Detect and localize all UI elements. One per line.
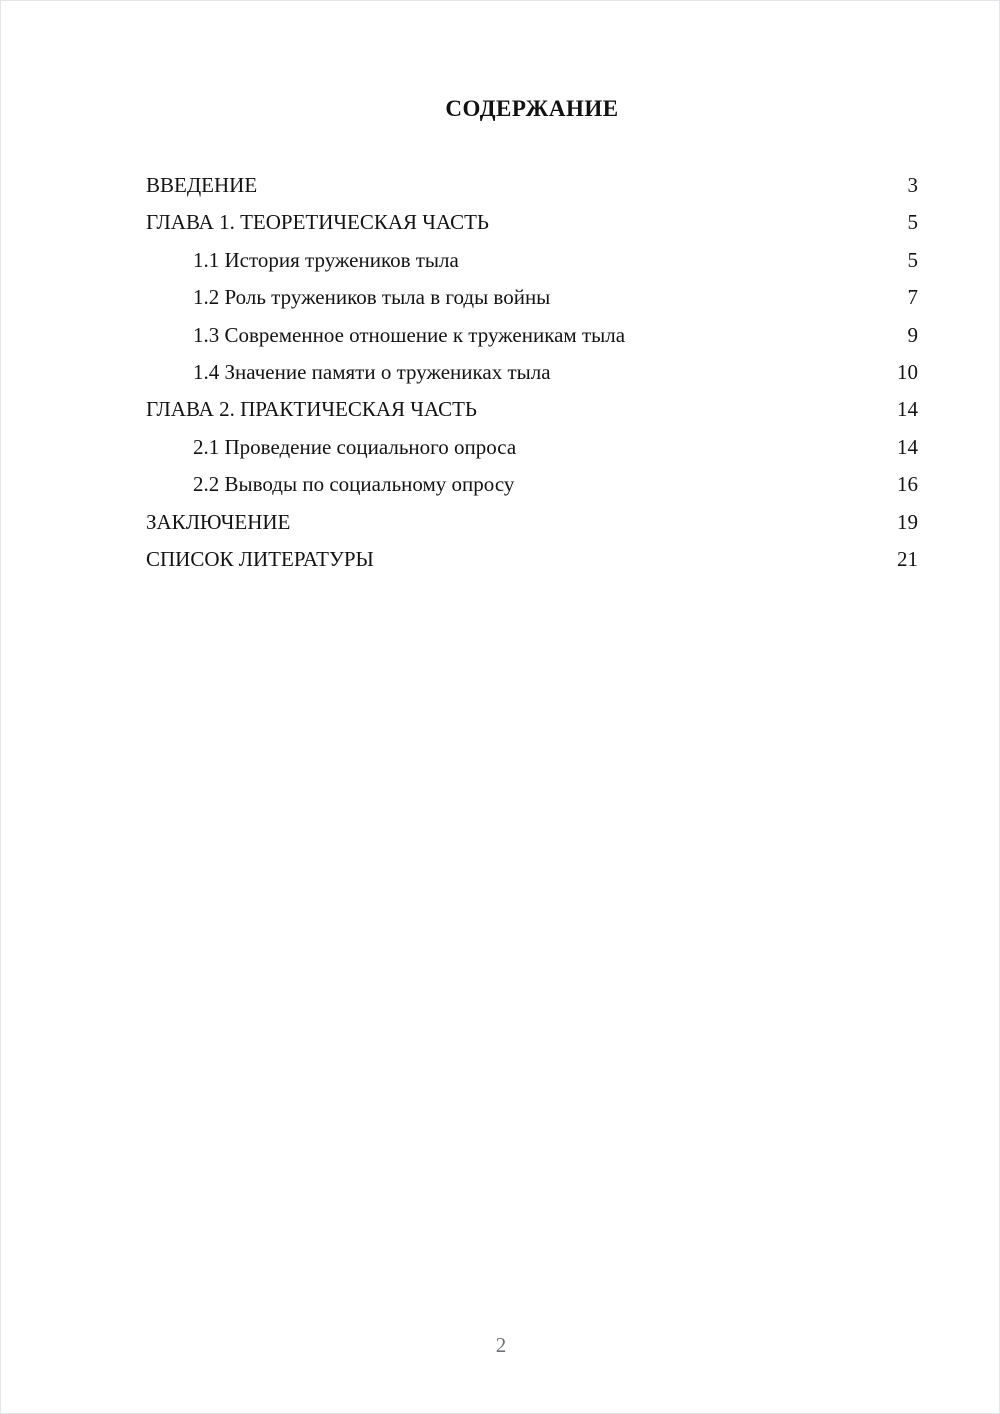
- toc-entry: [146, 429, 918, 466]
- page-number: 2: [495, 1333, 507, 1357]
- page-title: СОДЕРЖАНИЕ: [445, 96, 619, 121]
- toc-entry-page: 9: [907, 322, 918, 347]
- toc-entry: [146, 317, 918, 354]
- toc-entry-page: 19: [897, 509, 918, 534]
- toc-entry-label: 1.4 Значение памяти о тружениках тыла: [193, 360, 551, 385]
- toc-entry-page: 3: [907, 173, 918, 197]
- toc-entry-label: СПИСОК ЛИТЕРАТУРЫ: [146, 547, 374, 572]
- toc-entry-label: 1.1 История тружеников тыла: [193, 247, 459, 272]
- toc-entry: [146, 466, 918, 503]
- toc-entry-label: ВВЕДЕНИЕ: [146, 173, 258, 197]
- table-of-contents: [146, 167, 918, 578]
- toc-entry-label: 1.3 Современное отношение к труженикам тыла: [193, 322, 626, 347]
- toc-entry: [146, 242, 918, 279]
- toc-entry-page: 7: [907, 285, 918, 310]
- toc-entry: [146, 541, 918, 578]
- toc-entry-page: 21: [897, 547, 918, 572]
- toc-entry-label: 2.2 Выводы по социальному опросу: [193, 472, 515, 497]
- toc-entry-page: 10: [897, 360, 918, 385]
- toc-entry-label: 1.2 Роль тружеников тыла в годы войны: [193, 285, 551, 310]
- toc-entry-label: ГЛАВА 2. ПРАКТИЧЕСКАЯ ЧАСТЬ: [146, 397, 477, 422]
- toc-entry: [146, 167, 918, 204]
- toc-entry: [146, 391, 918, 428]
- toc-entry-page: 5: [907, 247, 918, 272]
- toc-entry-page: 5: [907, 210, 918, 235]
- toc-entry: [146, 204, 918, 241]
- toc-entry-page: 14: [897, 434, 918, 459]
- toc-entry-label: 2.1 Проведение социального опроса: [193, 434, 517, 459]
- toc-entry-label: ГЛАВА 1. ТЕОРЕТИЧЕСКАЯ ЧАСТЬ: [146, 210, 489, 235]
- toc-entry: [146, 279, 918, 316]
- toc-entry-page: 14: [897, 397, 918, 422]
- toc-entry: [146, 354, 918, 391]
- toc-entry: [146, 504, 918, 541]
- toc-entry-page: 16: [897, 472, 918, 497]
- toc-entry-label: ЗАКЛЮЧЕНИЕ: [146, 509, 291, 534]
